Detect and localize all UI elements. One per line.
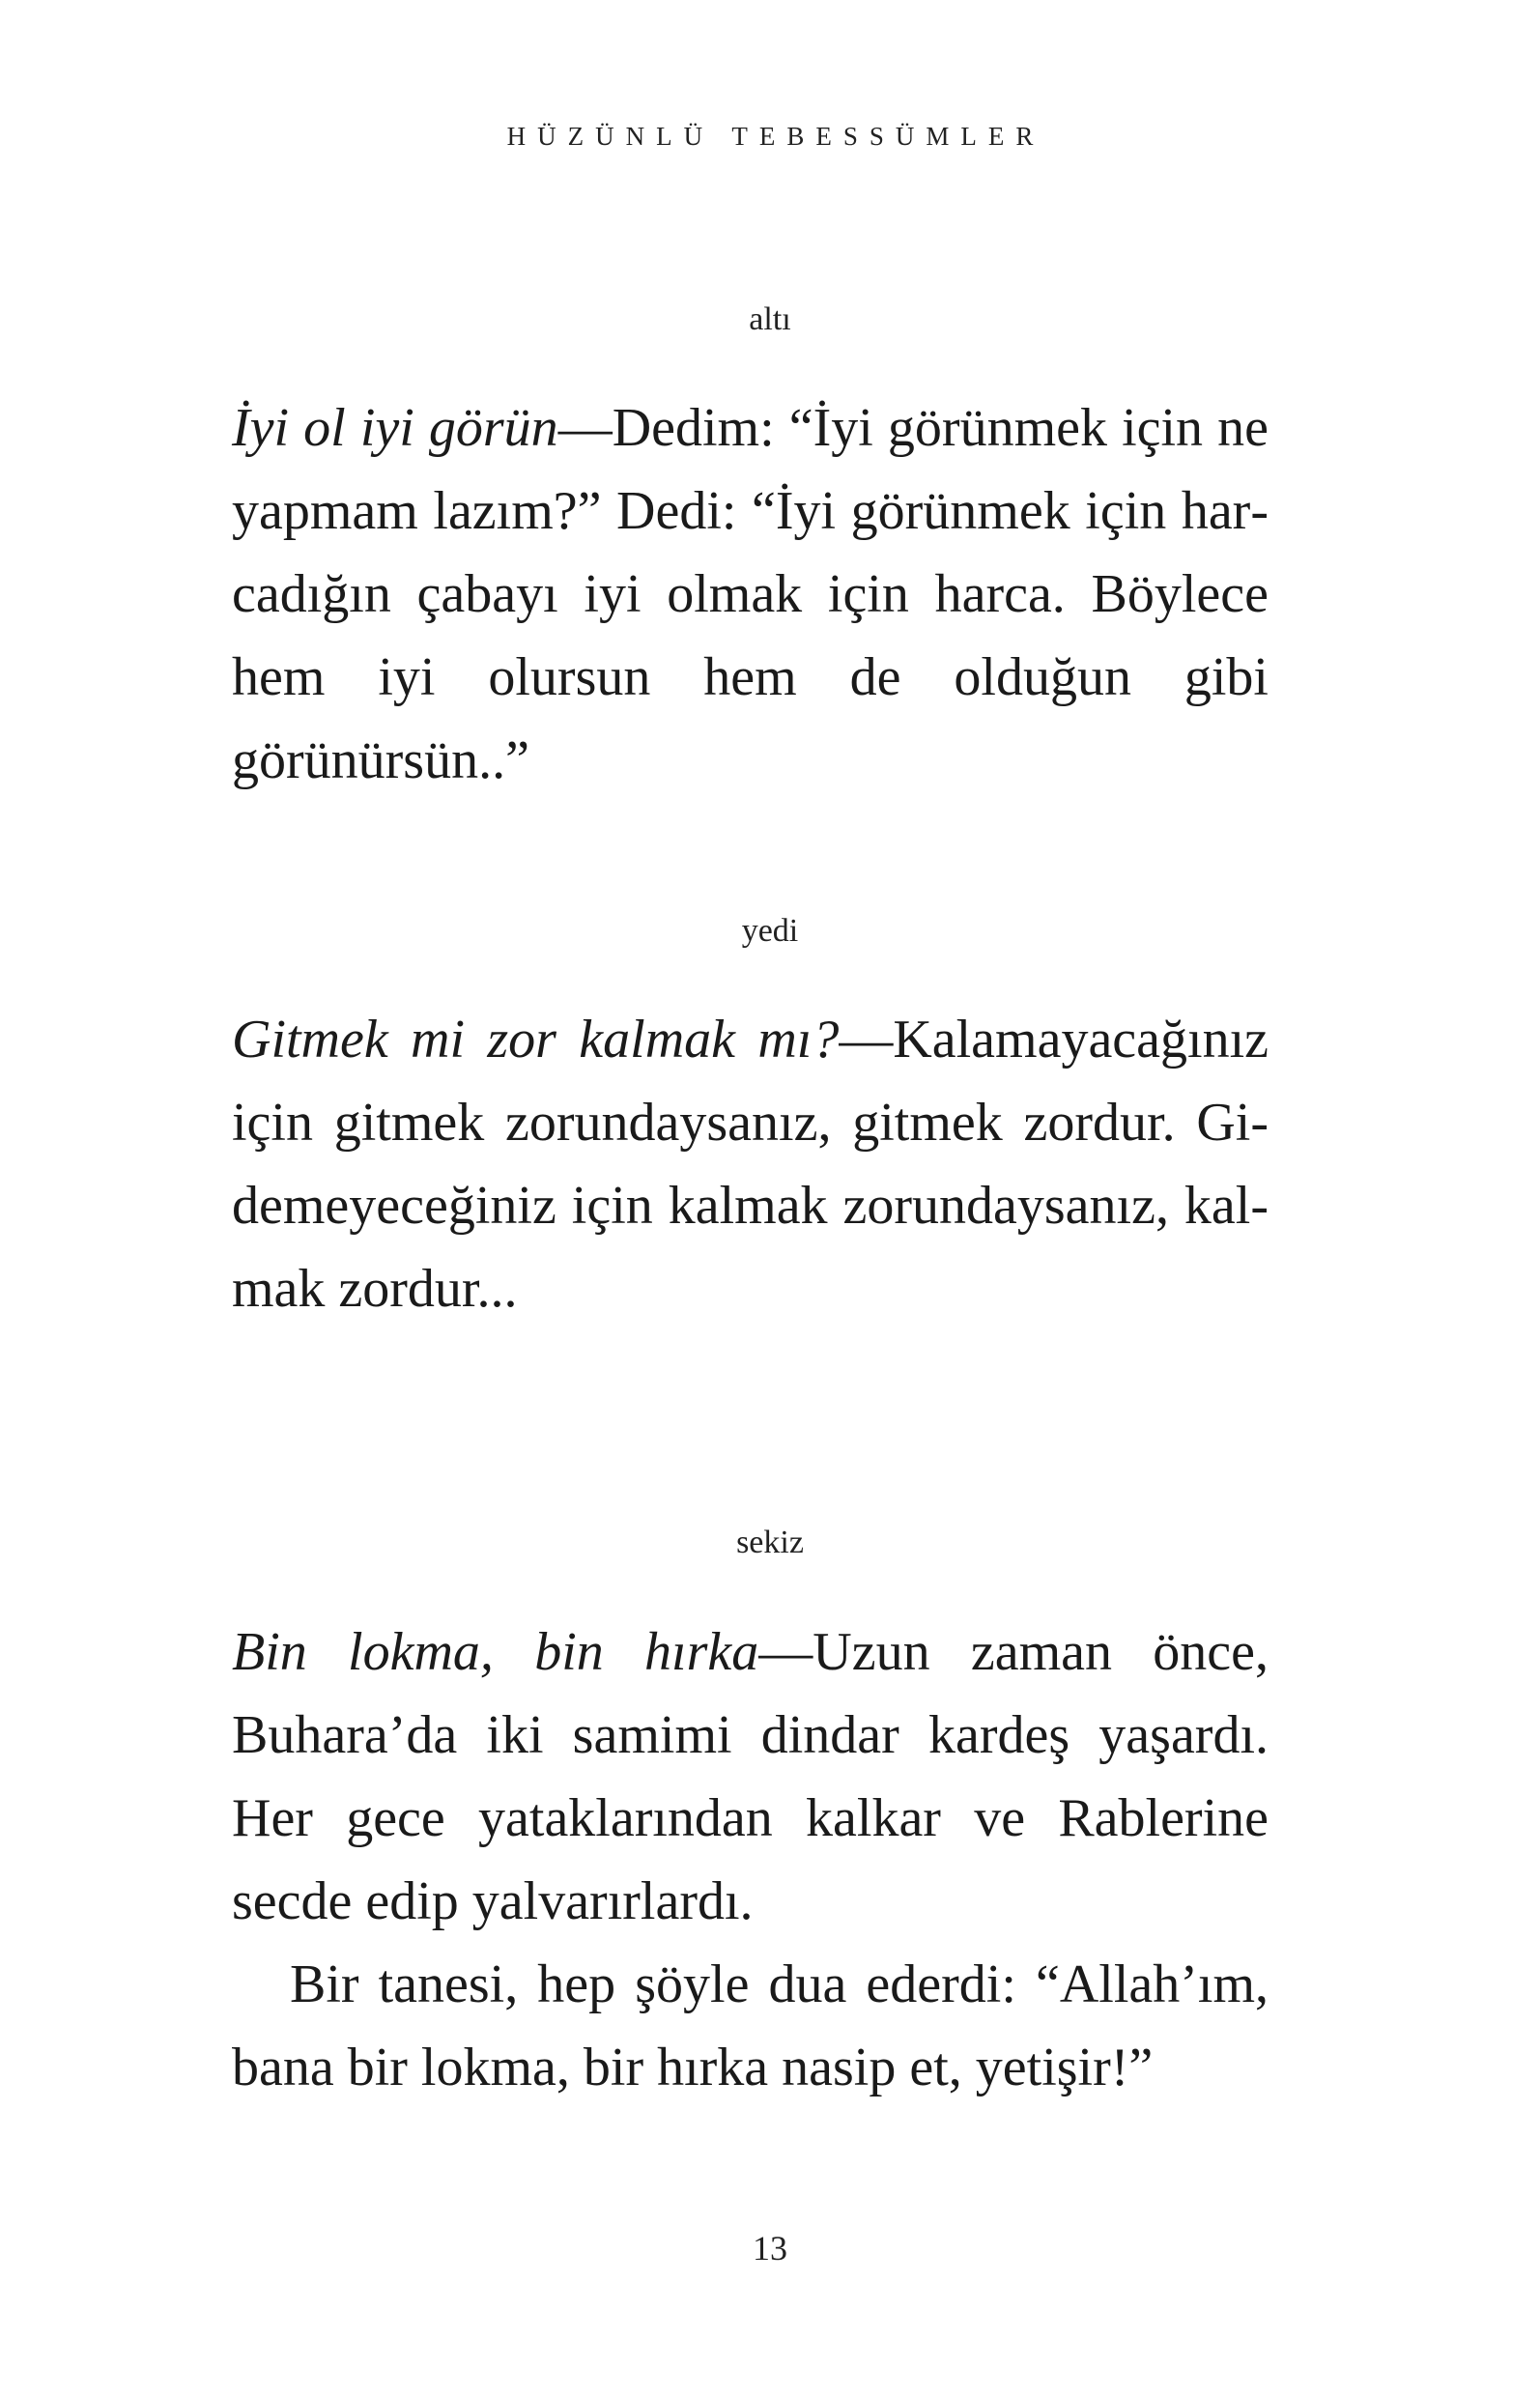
em-dash: — [758, 1622, 813, 1682]
paragraph-text: Uzun zaman önce, Buhara’da iki samimi dindar kardeş yaşardı. Her gece yataklarından kalkar ve Rablerine secde edip yalvarırlardı. [232, 1622, 1269, 1931]
paragraph-text: Kalamayacağınız için gitmek zorundaysanız, gitmek zordur. Gidemeyeceğiniz için kalmak zorundaysanız, kalmak zordur... [232, 1010, 1269, 1319]
paragraph: Bir tanesi, hep şöyle dua ederdi: “Allah’ım, bana bir lokma, bir hırka nasip et, yetişir!” [232, 1954, 1269, 2097]
em-dash: — [557, 398, 613, 458]
paragraph [232, 1611, 1269, 1943]
section-title-alti: altı [749, 301, 791, 337]
section-body-sekiz [232, 1611, 1269, 2109]
section-title-yedi: yedi [741, 913, 799, 949]
page-number: 13 [753, 2229, 787, 2268]
section-body-alti [232, 386, 1269, 802]
section-title-sekiz: sekiz [736, 1525, 804, 1560]
em-dash: — [839, 1010, 894, 1070]
paragraph-text: Dedim: “İyi görünmek için ne yapmam lazım?” Dedi: “İyi görünmek için harcadığın çabayı iyi olmak için harca. Böylece hem iyi olursun hem de olduğun gibi görünürsün..” [232, 398, 1269, 790]
paragraph [232, 386, 1269, 802]
running-head-title: HÜZÜNLÜ TEBESSÜMLER [506, 122, 1045, 151]
section-lead: İyi ol iyi görün [232, 398, 558, 458]
paragraph [232, 998, 1269, 1330]
section-lead: Gitmek mi zor kalmak mı? [232, 1010, 840, 1070]
section-body-yedi [232, 998, 1269, 1330]
section-lead: Bin lokma, bin hırka [232, 1622, 759, 1682]
